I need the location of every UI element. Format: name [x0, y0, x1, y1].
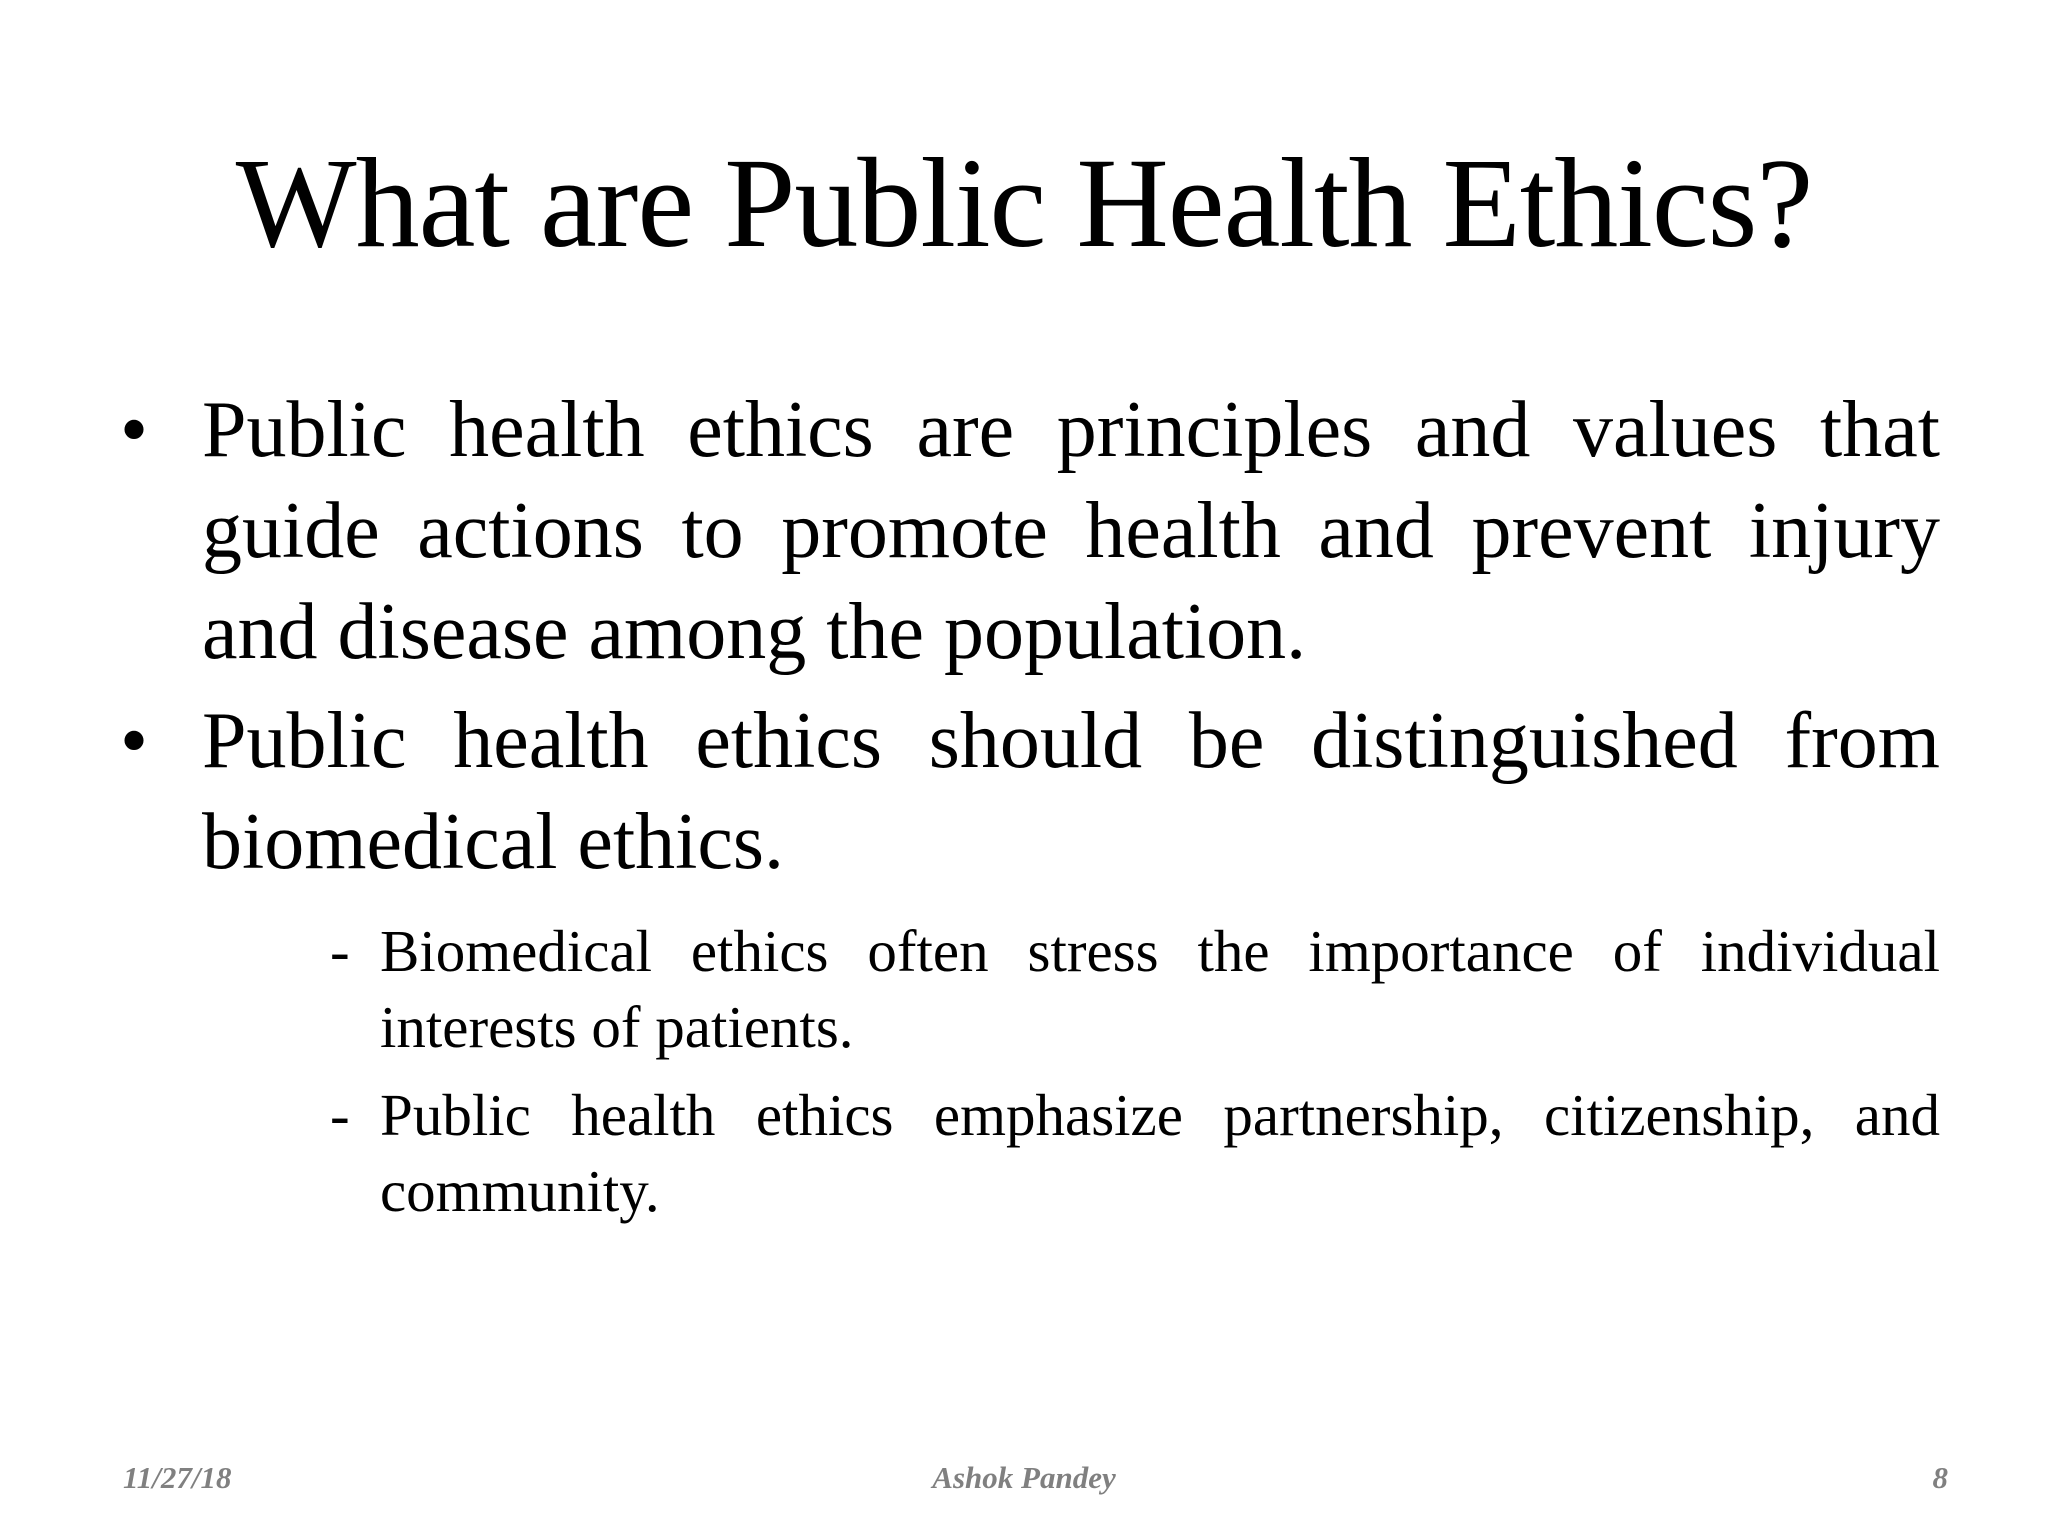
footer-date: 11/27/18 — [123, 1460, 232, 1495]
sub-bullet-text: Biomedical ethics often stress the importance of individual interests of patients. — [380, 918, 1940, 1060]
dash-icon: - — [330, 1082, 350, 1148]
bullet-icon: • — [120, 697, 149, 785]
bullet-text: Public health ethics are principles and values that guide actions to promote health and prevent injury and disease among the population. — [202, 386, 1940, 676]
sub-bullet-list — [120, 913, 1940, 1229]
bullet-text: Public health ethics should be distinguished from biomedical ethics. — [202, 697, 1940, 886]
sub-bullet-text: Public health ethics emphasize partnership, citizenship, and community. — [380, 1082, 1940, 1224]
footer-page-number: 8 — [1932, 1460, 1948, 1495]
slide-title: What are Public Health Ethics? — [235, 132, 1813, 274]
bullet-icon: • — [120, 386, 149, 474]
dash-icon: - — [330, 918, 350, 984]
bullet-item — [120, 691, 1940, 893]
sub-bullet-item — [330, 1077, 1940, 1229]
footer-author: Ashok Pandey — [932, 1460, 1116, 1495]
slide-body — [120, 380, 1940, 1241]
sub-bullet-item — [330, 913, 1940, 1065]
bullet-item — [120, 380, 1940, 683]
